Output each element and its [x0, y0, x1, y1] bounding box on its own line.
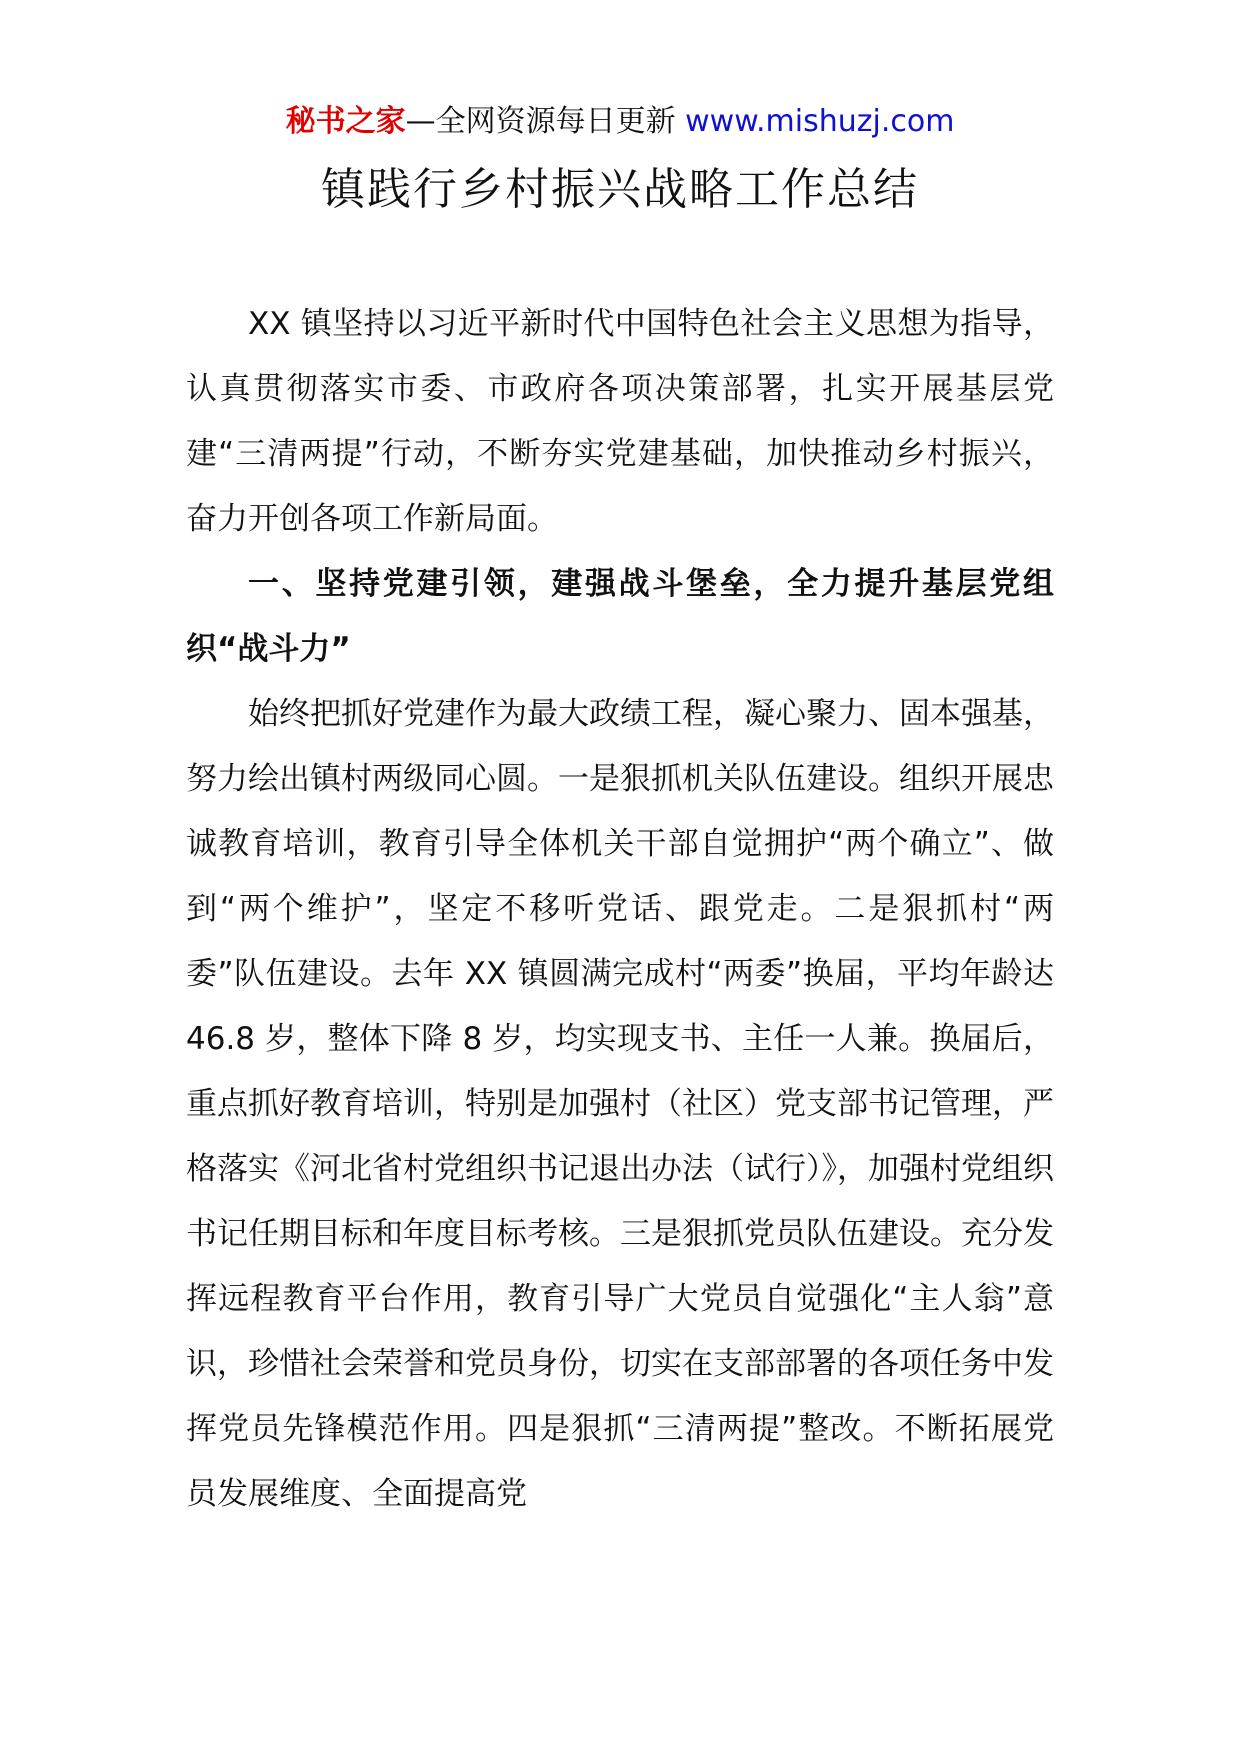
- body-paragraph: 始终把抓好党建作为最大政绩工程，凝心聚力、固本强基，努力绘出镇村两级同心圆。一是狠抓机关队伍建设。组织开展忠诚教育培训，教育引导全体机关干部自觉拥护“两个确立”、做到“两个维护”，坚定不移听党话、跟党走。二是狠抓村“两委”队伍建设。去年 XX 镇圆满完成村“两委”换届，平均年龄达 46.8 岁，整体下降 8 岁，均实现支书、主任一人兼。换届后，重点抓好教育培训，特别是加强村（社区）党支部书记管理，严格落实《河北省村党组织书记退出办法（试行）》，加强村党组织书记任期目标和年度目标考核。三是狠抓党员队伍建设。充分发挥远程教育平台作用，教育引导广大党员自觉强化“主人翁”意识，珍惜社会荣誉和党员身份，切实在支部部署的各项任务中发挥党员先锋模范作用。四是狠抓“三清两提”整改。不断拓展党员发展维度、全面提高党: [186, 696, 1054, 1512]
- intro-paragraph: XX 镇坚持以习近平新时代中国特色社会主义思想为指导，认真贯彻落实市委、市政府各项决策部署，扎实开展基层党建“三清两提”行动，不断夯实党建基础，加快推动乡村振兴，奋力开创各项工作新局面。: [186, 306, 1054, 537]
- document-body: [186, 292, 1054, 1527]
- site-url-link[interactable]: www.mishuzj.com: [685, 104, 955, 139]
- site-header-banner: [0, 102, 1240, 142]
- document-title: 镇践行乡村振兴战略工作总结: [321, 164, 919, 215]
- brand-name: 秘书之家: [285, 104, 406, 139]
- header-tagline: —全网资源每日更新: [405, 104, 686, 139]
- section-heading: 一、坚持党建引领，建强战斗堡垒，全力提升基层党组织“战斗力”: [186, 566, 1054, 667]
